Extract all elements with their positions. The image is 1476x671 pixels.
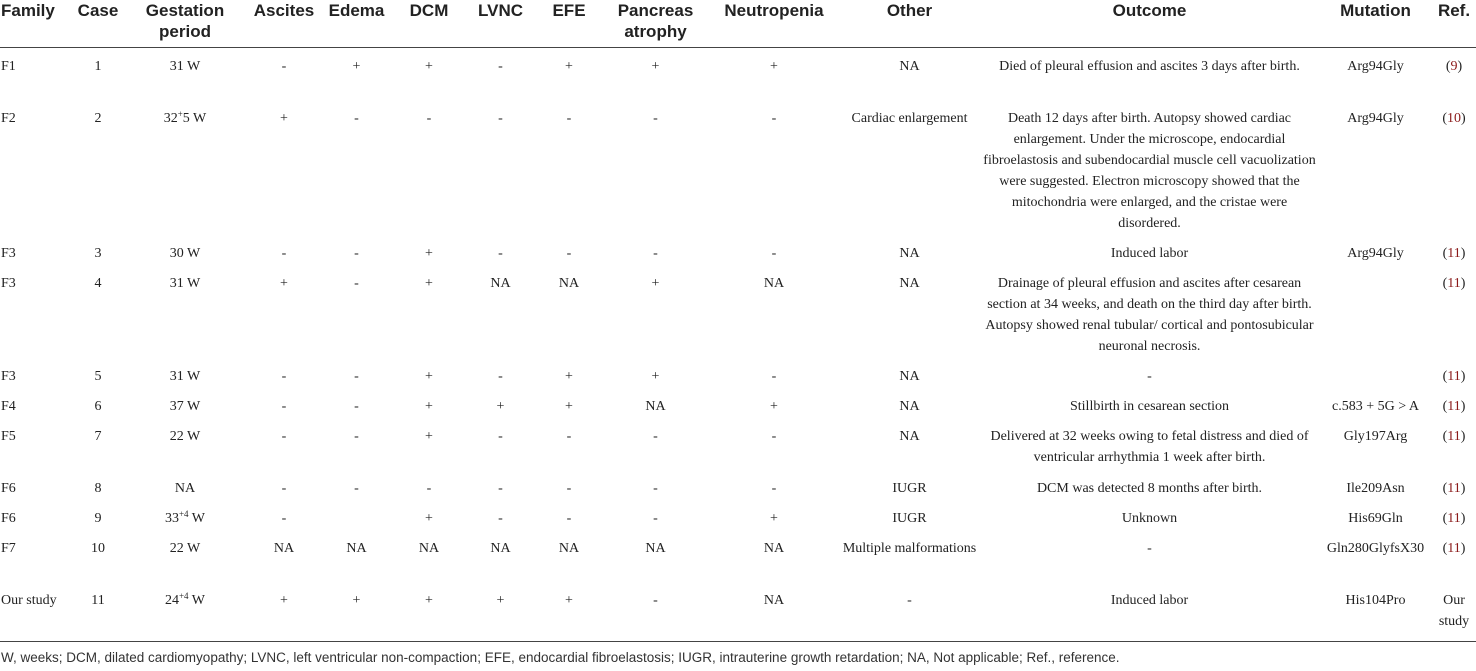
cell-family: F1 (1, 59, 16, 74)
cell-efe: + (536, 582, 602, 642)
cell-dcm: + (425, 399, 433, 414)
cell-neutropenia: NA (763, 541, 785, 556)
cell-family: Our study (0, 582, 74, 642)
cell-mutation: Gln280GlyfsX30 (1326, 541, 1425, 556)
cell-outcome: DCM was detected 8 months after birth. (1036, 481, 1263, 496)
reference-paren: ) (1460, 246, 1466, 261)
cell-mutation: c.583 + 5G > A (1332, 399, 1419, 414)
cell-mutation: Arg94Gly (1347, 111, 1404, 126)
cell-edema: + (320, 582, 393, 642)
cell-family: F7 (1, 541, 16, 556)
table-row (0, 530, 1476, 582)
cell-efe: - (566, 111, 572, 126)
header-row (0, 0, 1476, 48)
cell-other: NA (899, 276, 920, 291)
cell-pancreas: - (653, 111, 658, 126)
cell-neutropenia: - (771, 481, 777, 496)
cell-ascites: - (281, 399, 287, 414)
cell-pancreas: + (651, 276, 660, 291)
table-row (0, 470, 1476, 500)
cell-ascites: + (280, 111, 288, 126)
cell-pancreas: + (651, 59, 660, 74)
cell-outcome: Delivered at 32 weeks owing to fetal distress and died of ventricular arrhythmia 1 week after birth. (990, 429, 1309, 465)
header-ref: Ref. (1432, 0, 1476, 48)
cell-neutropenia: NA (763, 276, 785, 291)
header-other: Other (839, 0, 980, 48)
cell-family: F4 (1, 399, 16, 414)
reference-link[interactable]: 10 (1447, 111, 1461, 126)
cell-outcome: Induced labor (980, 582, 1319, 642)
cell-lvnc: NA (490, 276, 511, 291)
cell-mutation (1319, 358, 1432, 388)
cell-other: IUGR (892, 481, 927, 496)
cell-ref (1432, 388, 1476, 418)
cell-case: 11 (74, 582, 122, 642)
cell-outcome: Induced labor (1110, 246, 1189, 261)
cell-neutropenia: + (770, 511, 778, 526)
cell-ascites: - (281, 369, 287, 384)
reference-text: Our study (1438, 593, 1470, 629)
cell-mutation: His104Pro (1319, 582, 1432, 642)
reference-link[interactable]: 11 (1447, 276, 1461, 291)
gestation-weeks: 32 (163, 111, 178, 126)
cell-other: NA (899, 369, 920, 384)
reference-link[interactable]: 11 (1447, 399, 1461, 414)
reference-link[interactable]: 11 (1447, 429, 1461, 444)
cell-neutropenia: - (771, 246, 777, 261)
cell-neutropenia: NA (709, 582, 839, 642)
cell-pancreas: - (602, 582, 709, 642)
cell-case: 10 (91, 541, 105, 556)
gestation-weeks: 24 (164, 593, 179, 608)
cell-case: 6 (94, 399, 102, 414)
gestation-weeks: 37 (169, 399, 184, 414)
gestation-suffix: W (183, 369, 201, 384)
reference-link[interactable]: 9 (1450, 59, 1458, 74)
cell-ascites: + (248, 582, 320, 642)
table-row (0, 500, 1476, 530)
gestation-suffix: W (183, 59, 201, 74)
table-row (0, 265, 1476, 358)
cell-gestation (122, 48, 248, 101)
cell-edema: - (354, 111, 359, 126)
cell-outcome: Death 12 days after birth. Autopsy showed cardiac enlargement. Under the microscope, endocardial fibroelastosis and subendocardial muscle cell vacuolization were suggested. Electron microscopy showed that the mitochondria were enlarged, and the cristae were disordered. (983, 111, 1316, 231)
cell-dcm: + (425, 369, 433, 384)
gestation-weeks: 31 (169, 369, 184, 384)
reference-paren: ( (1442, 399, 1448, 414)
header-edema: Edema (320, 0, 393, 48)
reference-link[interactable]: 11 (1447, 369, 1461, 384)
cell-ref (1432, 100, 1476, 235)
gestation-suffix: W (183, 399, 201, 414)
reference-paren: ) (1457, 59, 1463, 74)
cell-gestation (122, 388, 248, 418)
cell-pancreas: - (653, 511, 658, 526)
cell-pancreas: NA (645, 541, 666, 556)
cell-edema: - (354, 276, 359, 291)
cell-efe: NA (558, 276, 580, 291)
reference-link[interactable]: 11 (1447, 541, 1461, 556)
gestation-weeks: 31 (169, 59, 184, 74)
table-body (0, 48, 1476, 642)
cell-ref (1432, 358, 1476, 388)
header-efe: EFE (536, 0, 602, 48)
cell-dcm: + (393, 582, 465, 642)
cell-lvnc: + (465, 582, 536, 642)
cell-gestation (122, 235, 248, 265)
gestation-suffix: W (183, 246, 201, 261)
cell-other: NA (899, 246, 920, 261)
header-outcome: Outcome (980, 0, 1319, 48)
cell-neutropenia: - (771, 111, 777, 126)
cell-lvnc: - (498, 511, 503, 526)
cell-lvnc: - (498, 246, 503, 261)
table-row (0, 235, 1476, 265)
cell-pancreas: - (653, 481, 658, 496)
cell-pancreas: - (653, 429, 658, 444)
cell-case: 3 (94, 246, 102, 261)
gestation-weeks: 31 (169, 276, 184, 291)
cell-dcm: NA (418, 541, 440, 556)
cell-dcm: - (426, 111, 432, 126)
cell-edema: - (354, 369, 359, 384)
cell-lvnc: + (496, 399, 505, 414)
cell-ascites: - (281, 511, 287, 526)
header-dcm: DCM (393, 0, 465, 48)
header-case: Case (74, 0, 122, 48)
cell-edema: - (354, 246, 359, 261)
cell-ascites: + (280, 276, 288, 291)
gestation-weeks: NA (174, 481, 196, 496)
reference-paren: ) (1460, 429, 1466, 444)
cell-dcm: + (425, 59, 433, 74)
cell-efe: + (565, 399, 573, 414)
cell-mutation (1319, 265, 1432, 358)
cell-mutation: Arg94Gly (1347, 59, 1404, 74)
cell-mutation: His69Gln (1348, 511, 1403, 526)
cell-pancreas: + (651, 369, 660, 384)
reference-link[interactable]: 11 (1447, 246, 1461, 261)
cell-family: F3 (1, 369, 16, 384)
cell-ref (1432, 500, 1476, 530)
cell-gestation (122, 582, 248, 642)
cell-ascites: - (281, 59, 287, 74)
cell-efe: NA (558, 541, 580, 556)
cell-outcome: Unknown (1121, 511, 1178, 526)
gestation-suffix: W (183, 541, 201, 556)
reference-paren: ) (1460, 369, 1466, 384)
cell-ref (1432, 470, 1476, 500)
reference-paren: ( (1442, 429, 1448, 444)
cell-ref (1432, 265, 1476, 358)
header-gestation: Gestation period (122, 0, 248, 48)
cell-ascites: NA (273, 541, 295, 556)
cell-other: NA (899, 59, 920, 74)
gestation-weeks: 30 (169, 246, 184, 261)
cell-efe: - (566, 481, 572, 496)
cell-mutation: Gly197Arg (1343, 429, 1408, 444)
gestation-weeks: 33 (164, 511, 179, 526)
cell-case: 1 (94, 59, 102, 74)
cell-lvnc: - (498, 111, 503, 126)
reference-paren: ( (1442, 481, 1448, 496)
cell-efe: - (566, 246, 572, 261)
cell-ref (1432, 235, 1476, 265)
gestation-suffix: 5 W (182, 111, 207, 126)
reference-paren: ( (1442, 111, 1447, 126)
cell-ref (1432, 530, 1476, 582)
table-footnote: W, weeks; DCM, dilated cardiomyopathy; LVNC, left ventricular non-compaction; EFE, endocardial fibroelastosis; IUGR, intrauterine growth retardation; NA, Not applicable; Ref., reference. (1, 650, 1120, 665)
cell-dcm: - (426, 481, 432, 496)
cell-outcome: - (1147, 541, 1152, 556)
cell-gestation (122, 470, 248, 500)
cell-family: F6 (1, 481, 16, 496)
gestation-suffix: W (188, 511, 206, 526)
gestation-days-superscript: +4 (178, 591, 189, 601)
reference-paren: ) (1460, 511, 1466, 526)
header-neutropenia: Neutropenia (709, 0, 839, 48)
cell-other: Cardiac enlargement (851, 111, 968, 126)
cell-outcome: Died of pleural effusion and ascites 3 days after birth. (999, 59, 1300, 74)
cell-efe: - (566, 511, 572, 526)
cell-case: 2 (94, 111, 102, 126)
cell-dcm: + (425, 276, 433, 291)
cell-family: F6 (1, 511, 16, 526)
gestation-suffix: W (183, 276, 201, 291)
cell-outcome: Drainage of pleural effusion and ascites after cesarean section at 34 weeks, and death on the third day after birth. Autopsy showed renal tubular/ cortical and pontosubicular neuronal necrosis. (985, 276, 1314, 354)
header-lvnc: LVNC (465, 0, 536, 48)
cell-outcome: - (1147, 369, 1152, 384)
header-pancreas: Pancreas atrophy (602, 0, 709, 48)
cell-ascites: - (281, 246, 287, 261)
cell-other: NA (899, 399, 920, 414)
gestation-days-superscript: + (177, 109, 183, 119)
reference-paren: ) (1461, 111, 1466, 126)
gestation-weeks: 22 (169, 429, 184, 444)
cell-efe: + (565, 59, 573, 74)
table-row (0, 582, 1476, 642)
cell-neutropenia: + (770, 399, 778, 414)
cell-case: 4 (94, 276, 102, 291)
cell-dcm: + (425, 246, 433, 261)
cell-pancreas: - (653, 246, 658, 261)
cell-mutation: Arg94Gly (1347, 246, 1404, 261)
cell-edema: - (354, 481, 359, 496)
header-family: Family (0, 0, 74, 48)
cell-other: NA (899, 429, 920, 444)
table-row (0, 418, 1476, 470)
cell-edema (320, 500, 393, 530)
reference-paren: ) (1460, 481, 1466, 496)
cell-family: F3 (1, 246, 16, 261)
cell-neutropenia: + (770, 59, 778, 74)
cell-ref (1432, 48, 1476, 101)
gestation-suffix: W (183, 429, 201, 444)
cell-ref (1432, 418, 1476, 470)
cell-outcome: Stillbirth in cesarean section (1069, 399, 1229, 414)
cell-dcm: + (425, 429, 433, 444)
cell-efe: - (566, 429, 572, 444)
reference-paren: ( (1442, 541, 1448, 556)
cell-lvnc: - (498, 369, 503, 384)
reference-paren: ) (1460, 399, 1466, 414)
cell-family: F3 (1, 276, 16, 291)
table-row (0, 48, 1476, 101)
reference-paren: ) (1460, 276, 1466, 291)
reference-paren: ( (1442, 369, 1448, 384)
table-row (0, 100, 1476, 235)
header-mutation: Mutation (1319, 0, 1432, 48)
cell-dcm: + (425, 511, 433, 526)
reference-paren: ( (1445, 59, 1451, 74)
cell-edema: - (354, 429, 359, 444)
cell-gestation (122, 418, 248, 470)
cell-neutropenia: - (771, 369, 777, 384)
cell-lvnc: NA (490, 541, 511, 556)
reference-paren: ( (1442, 276, 1448, 291)
cell-other: - (839, 582, 980, 642)
reference-paren: ( (1442, 511, 1448, 526)
cell-lvnc: - (498, 429, 503, 444)
cell-case: 9 (94, 511, 102, 526)
reference-link[interactable]: 11 (1447, 511, 1461, 526)
cell-family: F2 (1, 111, 16, 126)
cell-gestation (122, 530, 248, 582)
table-row (0, 388, 1476, 418)
cell-other: IUGR (892, 511, 927, 526)
cell-edema: + (352, 59, 361, 74)
cell-gestation (122, 100, 248, 235)
cell-other: Multiple malformations (842, 541, 977, 556)
cell-gestation (122, 358, 248, 388)
cell-lvnc: - (498, 59, 503, 74)
cell-mutation: Ile209Asn (1346, 481, 1405, 496)
reference-paren: ) (1460, 541, 1466, 556)
table-row (0, 358, 1476, 388)
cell-case: 5 (94, 369, 102, 384)
cell-efe: + (565, 369, 573, 384)
cell-pancreas: NA (645, 399, 666, 414)
gestation-weeks: 22 (169, 541, 184, 556)
cell-edema: - (354, 399, 359, 414)
cell-family: F5 (1, 429, 16, 444)
cell-ascites: - (281, 481, 287, 496)
cell-gestation (122, 500, 248, 530)
gestation-suffix: W (188, 593, 206, 608)
cell-ref (1432, 582, 1476, 642)
cell-ascites: - (281, 429, 287, 444)
cell-case: 8 (94, 481, 102, 496)
reference-paren: ( (1442, 246, 1448, 261)
header-ascites: Ascites (248, 0, 320, 48)
gestation-days-superscript: +4 (178, 509, 189, 519)
cell-edema: NA (346, 541, 367, 556)
cell-case: 7 (94, 429, 102, 444)
cell-gestation (122, 265, 248, 358)
cell-lvnc: - (498, 481, 503, 496)
reference-link[interactable]: 11 (1447, 481, 1461, 496)
cell-neutropenia: - (771, 429, 777, 444)
